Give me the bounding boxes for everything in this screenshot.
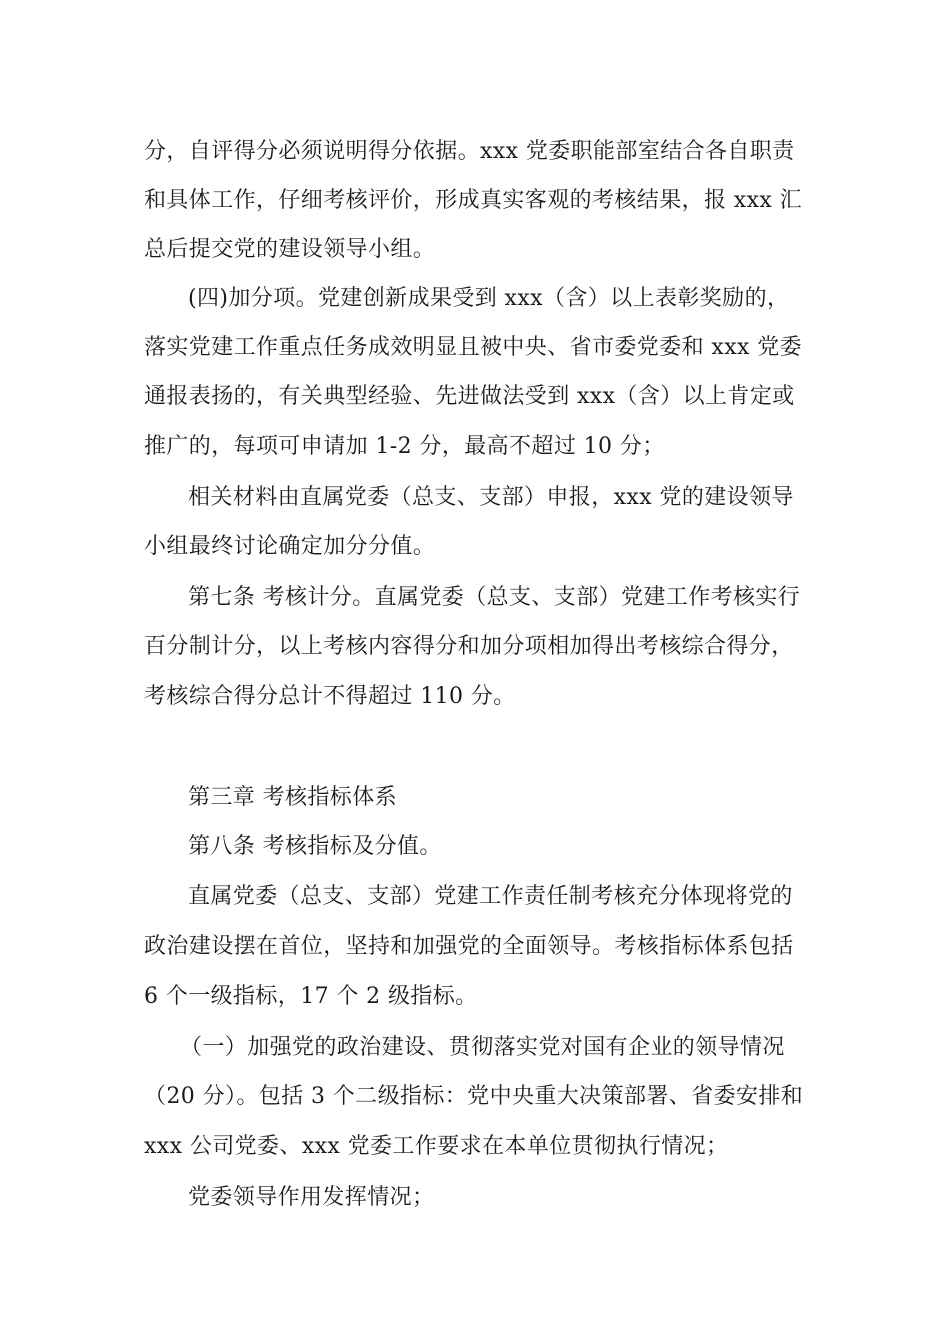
text-line-17: 6 个一级指标，17 个 2 级指标。 (144, 984, 478, 1009)
text-line-12: 考核综合得分总计不得超过 110 分。 (144, 684, 516, 709)
text-line-8: 相关材料由直属党委（总支、支部）申报，xxx 党的建设领导 (188, 485, 794, 510)
chapter-heading: 第三章 考核指标体系 (188, 785, 397, 810)
text-line-1: 分，自评得分必须说明得分依据。xxx 党委职能部室结合各自职责 (144, 139, 795, 164)
text-line-3: 总后提交党的建设领导小组。 (144, 237, 436, 262)
text-line-5: 落实党建工作重点任务成效明显且被中央、省市委党委和 xxx 党委 (144, 335, 803, 360)
text-line-16: 政治建设摆在首位，坚持和加强党的全面领导。考核指标体系包括 (144, 934, 794, 959)
text-line-9: 小组最终讨论确定加分分值。 (144, 534, 436, 559)
text-line-21: 党委领导作用发挥情况； (188, 1185, 435, 1210)
text-line-4: (四)加分项。党建创新成果受到 xxx（含）以上表彰奖励的， (188, 286, 790, 311)
text-line-10: 第七条 考核计分。直属党委（总支、支部）党建工作考核实行 (188, 585, 801, 610)
text-line-18: （一）加强党的政治建设、贯彻落实党对国有企业的领导情况 (180, 1035, 785, 1060)
text-line-6: 通报表扬的，有关典型经验、先进做法受到 xxx（含）以上肯定或 (144, 384, 795, 409)
text-line-11: 百分制计分，以上考核内容得分和加分项相加得出考核综合得分， (144, 634, 794, 659)
text-line-20: xxx 公司党委、xxx 党委工作要求在本单位贯彻执行情况； (144, 1134, 729, 1159)
text-line-2: 和具体工作，仔细考核评价，形成真实客观的考核结果，报 xxx 汇 (144, 188, 803, 213)
article-heading: 第八条 考核指标及分值。 (188, 834, 442, 859)
text-line-15: 直属党委（总支、支部）党建工作责任制考核充分体现将党的 (188, 884, 793, 909)
text-line-7: 推广的，每项可申请加 1-2 分，最高不超过 10 分； (144, 434, 665, 459)
text-line-19: （20 分）。包括 3 个二级指标：党中央重大决策部署、省委安排和 (144, 1084, 804, 1109)
